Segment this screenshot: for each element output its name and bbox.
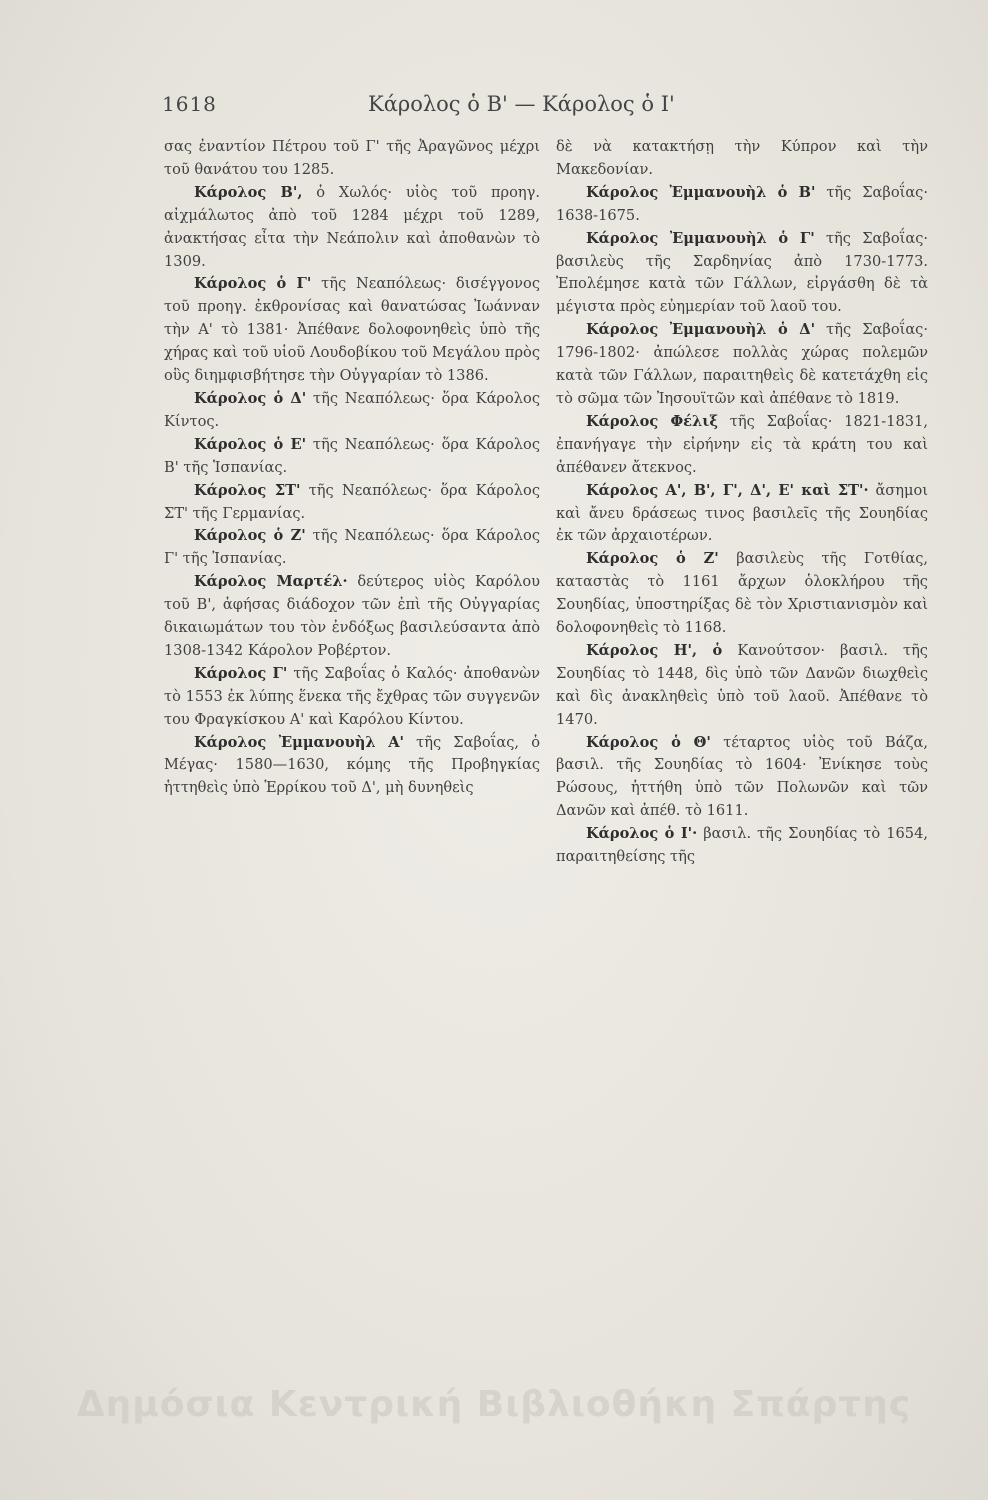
entry-text: ὁ Χωλός· υἱὸς τοῦ προηγ. αἰχμάλωτος ἀπὸ τοῦ 1284 μέχρι τοῦ 1289, ἀνακτήσας εἶτα τὴν Νεάπολιν καὶ ἀποθανὼν τὸ 1309. [164,183,541,270]
entry-text: βασιλεὺς τῆς Γοτθίας, καταστὰς τὸ 1161 ἄρχων ὁλοκλήρου τῆς Σουηδίας, ὑποστηρίξας δὲ τὸν Χριστιανισμὸν καὶ δολοφονηθεὶς τὸ 1168. [556,550,929,637]
library-watermark: Δημόσια Κεντρική Βιβλιοθήκη Σπάρτης [76,1384,912,1425]
entry-text: δὲ νὰ κατακτήσῃ τὴν Κύπρον καὶ τὴν Μακεδονίαν. [556,138,928,178]
dictionary-entry [556,548,928,640]
entry-text: τῆς Σαβοΐας ὁ Καλός· ἀποθανὼν τὸ 1553 ἐκ λύπης ἕνεκα τῆς ἔχθρας τῶν συγγενῶν του Φραγκίσκου Α' καὶ Καρόλου Κίντου. [164,664,540,728]
entry-headword: Κάρολος Η', ὁ [586,641,723,659]
page-number: 1618 [162,92,217,116]
entry-text: τῆς Νεαπόλεως· ὅρα Κάρολος Κίντος. [164,389,540,430]
dictionary-entry [164,273,540,388]
entry-text: τῆς Σαβοΐας· 1821-1831, ἐπανήγαγε τὴν εἰρήνην εἰς τὰ κράτη του καὶ ἀπέθανεν ἄτεκνος. [556,412,929,476]
dictionary-entry [164,434,540,480]
entry-text: βασιλ. τῆς Σουηδίας τὸ 1654, παραιτηθείσης τῆς [556,825,929,866]
dictionary-entry [556,823,928,869]
dictionary-entry [556,411,928,480]
entry-headword: Κάρολος Μαρτέλ· [194,573,348,591]
entry-continuation [556,136,928,182]
page-header [0,92,988,126]
entry-text: ἄσημοι καὶ ἄνευ δράσεως τινος βασιλεῖς τῆς Σουηδίας ἐκ τῶν ἀρχαιοτέρων. [556,481,929,545]
entry-continuation [164,136,540,182]
entry-text: τῆς Σαβοΐας· 1638-1675. [556,183,928,224]
running-head: Κάρολος ὁ Β' — Κάρολος ὁ Ι' [368,92,675,116]
dictionary-entry [164,732,540,801]
entry-text: τῆς Νεαπόλεως· ὅρα Κάρολος Γ' τῆς Ἱσπανίας. [164,527,540,568]
entry-headword: Κάρολος Γ' [194,664,288,682]
entry-text: Κανούτσον· βασιλ. τῆς Σουηδίας τὸ 1448, δὶς ὑπὸ τῶν Δανῶν διωχθεὶς καὶ δὶς ἀνακληθεὶς ὑπὸ τοῦ λαοῦ. Ἀπέθανε τὸ 1470. [556,641,928,728]
entry-text: δεύτερος υἱὸς Καρόλου τοῦ Β', ἀφήσας διάδοχον τῶν ἐπὶ τῆς Οὐγγαρίας δικαιωμάτων του τὸν ἐνδόξως βασιλεύσαντα ἀπὸ 1308-1342 Κάρολον Ροβέρτον. [164,573,540,659]
entry-headword: Κάρολος Φέλιξ [586,412,718,430]
entry-text: τῆς Νεαπόλεως· ὅρα Κάρολος ΣΤ' τῆς Γερμανίας. [164,481,541,522]
entry-text: τῆς Σαβοΐας· βασιλεὺς τῆς Σαρδηνίας ἀπὸ 1730-1773. Ἐπολέμησε κατὰ τῶν Γάλλων, εἰργάσθη δὲ τὰ μέγιστα πρὸς εὐημερίαν τοῦ λαοῦ του. [556,229,929,316]
entry-headword: Κάρολος ὁ Ζ' [586,550,719,568]
entry-text: τῆς Νεαπόλεως· δισέγγονος τοῦ προηγ. ἐκθρονίσας καὶ θανατώσας Ἰωάνναν τὴν Α' τὸ 1381· Ἀπέθανε δολοφονηθεὶς ὑπὸ τῆς χήρας καὶ τοῦ υἱοῦ Λουδοβίκου τοῦ Μεγάλου πρὸς οὓς διημφισβήτησε τὴν Οὐγγαρίαν τὸ 1386. [164,275,541,385]
dictionary-entry [164,480,540,526]
entry-headword: Κάρολος Ἐμμανουὴλ ὁ Δ' [586,321,816,339]
entry-headword: Κάρολος Ἐμμανουὴλ Α' [194,733,404,751]
left-column [164,136,540,800]
entry-text: σας ἐναντίον Πέτρου τοῦ Γ' τῆς Ἀραγῶνος μέχρι τοῦ θανάτου του 1285. [164,138,540,178]
dictionary-entry [164,663,540,732]
dictionary-entry [164,571,540,663]
dictionary-entry [164,182,540,274]
dictionary-entry [556,640,928,732]
entry-headword: Κάρολος ὁ Θ' [586,733,711,751]
entry-text: τῆς Σαβοΐας· 1796-1802· ἀπώλεσε πολλὰς χώρας πολεμῶν κατὰ τῶν Γάλλων, παραιτηθεὶς δὲ κατετάχθη εἰς τὸ σῶμα τῶν Ἰησουϊτῶν καὶ ἀπέθανε τὸ 1819. [556,321,928,407]
entry-headword: Κάρολος ὁ Δ' [194,389,307,407]
dictionary-entry [556,480,928,549]
dictionary-entry [556,182,928,228]
dictionary-entry [556,732,928,824]
dictionary-entry [164,388,540,434]
entry-headword: Κάρολος ΣΤ' [194,481,301,499]
entry-headword: Κάρολος Α', Β', Γ', Δ', Ε' καὶ ΣΤ'· [586,481,869,499]
right-column [556,136,928,869]
entry-text: τέταρτος υἱὸς τοῦ Βάζα, βασιλ. τῆς Σουηδίας τὸ 1604· Ἐνίκησε τοὺς Ρώσους, ἡττήθη ὑπὸ τῶν Πολωνῶν καὶ τῶν Δανῶν καὶ ἀπέθ. τὸ 1611. [556,733,928,820]
entry-headword: Κάρολος ὁ Ε' [194,435,307,453]
entry-headword: Κάρολος Β', [194,183,303,201]
entry-headword: Κάρολος ὁ Γ' [194,275,312,293]
entry-headword: Κάρολος ὁ Ζ' [194,527,306,545]
entry-headword: Κάρολος Ἐμμανουὴλ ὁ Γ' [586,229,815,247]
dictionary-entry [164,525,540,571]
entry-headword: Κάρολος ὁ Ι'· [586,825,698,843]
dictionary-entry [556,319,928,411]
entry-text: τῆς Σαβοΐας, ὁ Μέγας· 1580—1630, κόμης τῆς Προβηγκίας ἡττηθεὶς ὑπὸ Ἑρρίκου τοῦ Δ', μὴ δυνηθεὶς [164,733,540,797]
entry-headword: Κάρολος Ἐμμανουὴλ ὁ Β' [586,183,816,201]
entry-text: τῆς Νεαπόλεως· ὅρα Κάρολος Β' τῆς Ἱσπανίας. [164,435,541,476]
dictionary-entry [556,228,928,320]
